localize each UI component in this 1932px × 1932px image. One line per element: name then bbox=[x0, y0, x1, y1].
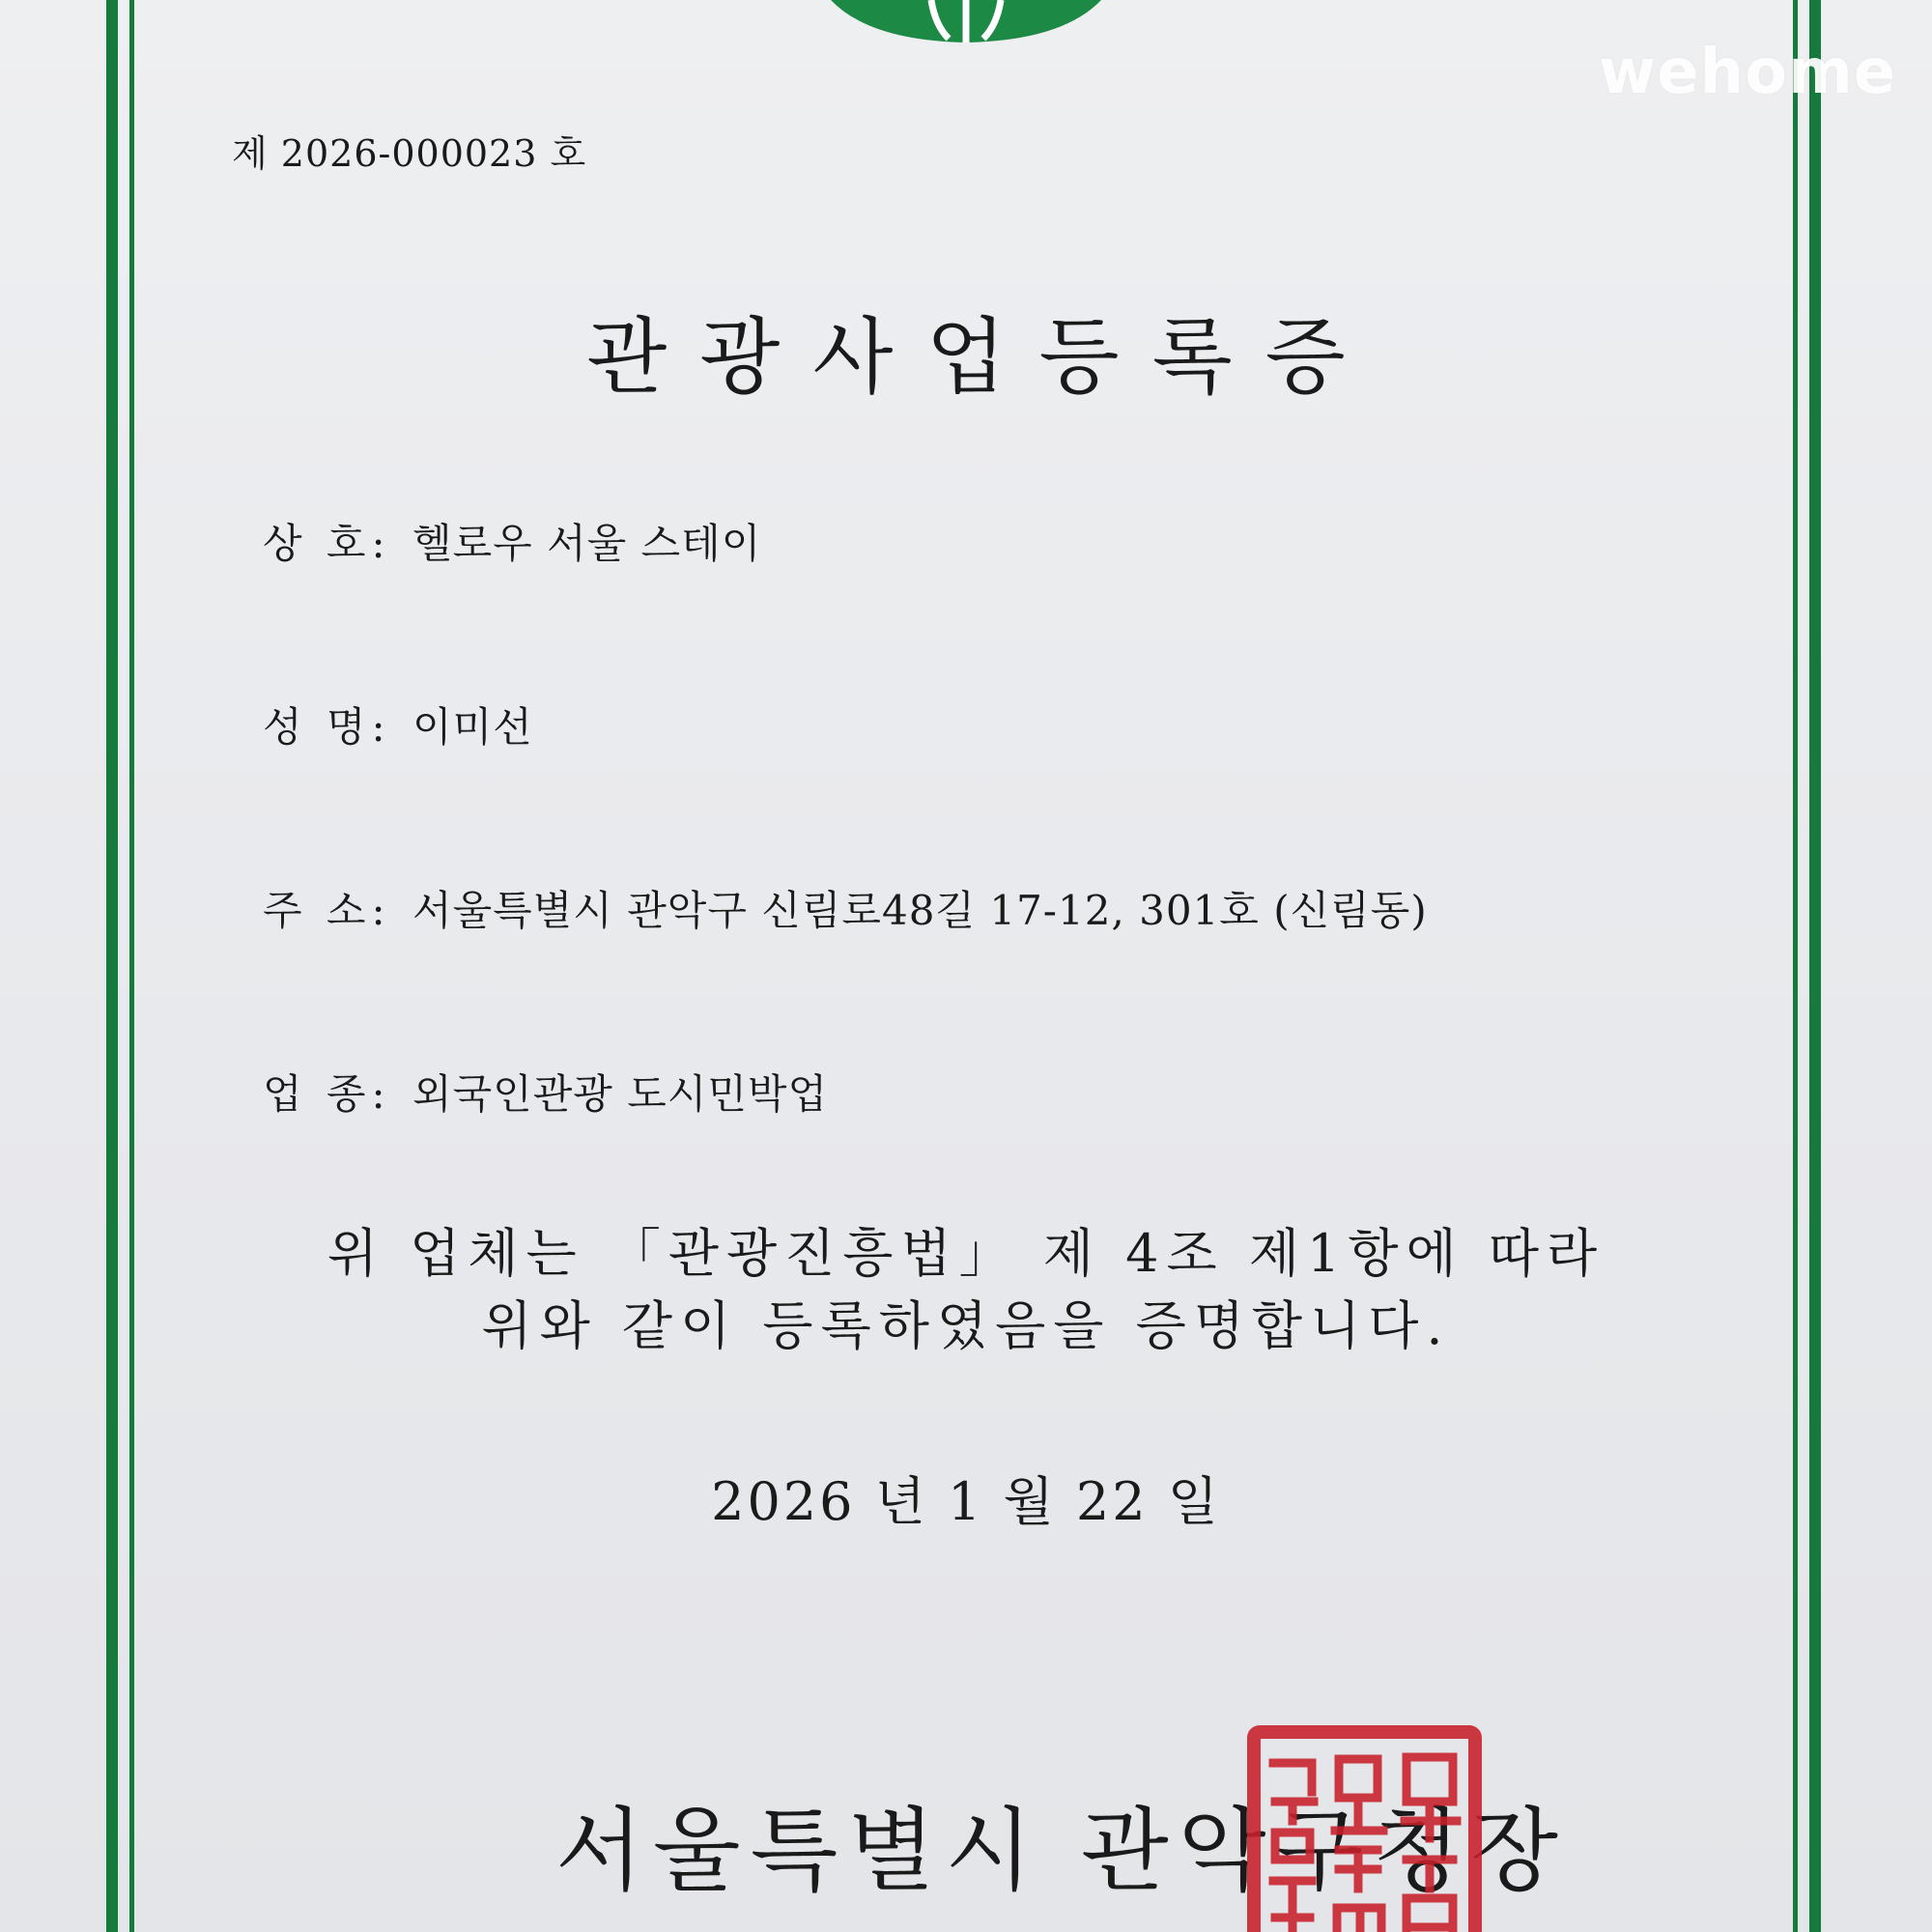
field-value: 외국인관광 도시민박업 bbox=[412, 1070, 829, 1118]
emblem-icon bbox=[831, 0, 1101, 46]
field-label: 성 명: bbox=[263, 703, 391, 751]
field-business-name bbox=[263, 512, 761, 570]
field-label: 상 호: bbox=[263, 520, 391, 567]
certification-statement-line2: 위와 같이 등록하였음을 증명합니다. bbox=[481, 1295, 1451, 1356]
issue-date: 2026 년 1 월 22 일 bbox=[711, 1471, 1221, 1532]
watermark: wehome bbox=[1599, 37, 1897, 108]
official-seal bbox=[1246, 1724, 1483, 1932]
field-value: 이미선 bbox=[412, 703, 533, 751]
field-owner-name bbox=[263, 696, 533, 753]
issuer-name: 서울특별시 관악구청장 bbox=[555, 1799, 1568, 1904]
field-business-type bbox=[263, 1063, 828, 1121]
document-title: 관광사업등록증 bbox=[586, 309, 1378, 406]
field-value: 헬로우 서울 스테이 bbox=[412, 520, 762, 567]
field-address bbox=[263, 879, 1428, 937]
field-label: 업 종: bbox=[263, 1070, 391, 1118]
registration-number: 제 2026-000023 호 bbox=[232, 132, 587, 175]
field-label: 주 소: bbox=[263, 887, 391, 934]
certification-statement-line1: 위 업체는 「관광진흥법」 제 4조 제1항에 따라 bbox=[327, 1223, 1605, 1284]
field-value: 서울특별시 관악구 신림로48길 17-12, 301호 (신림동) bbox=[412, 887, 1428, 934]
